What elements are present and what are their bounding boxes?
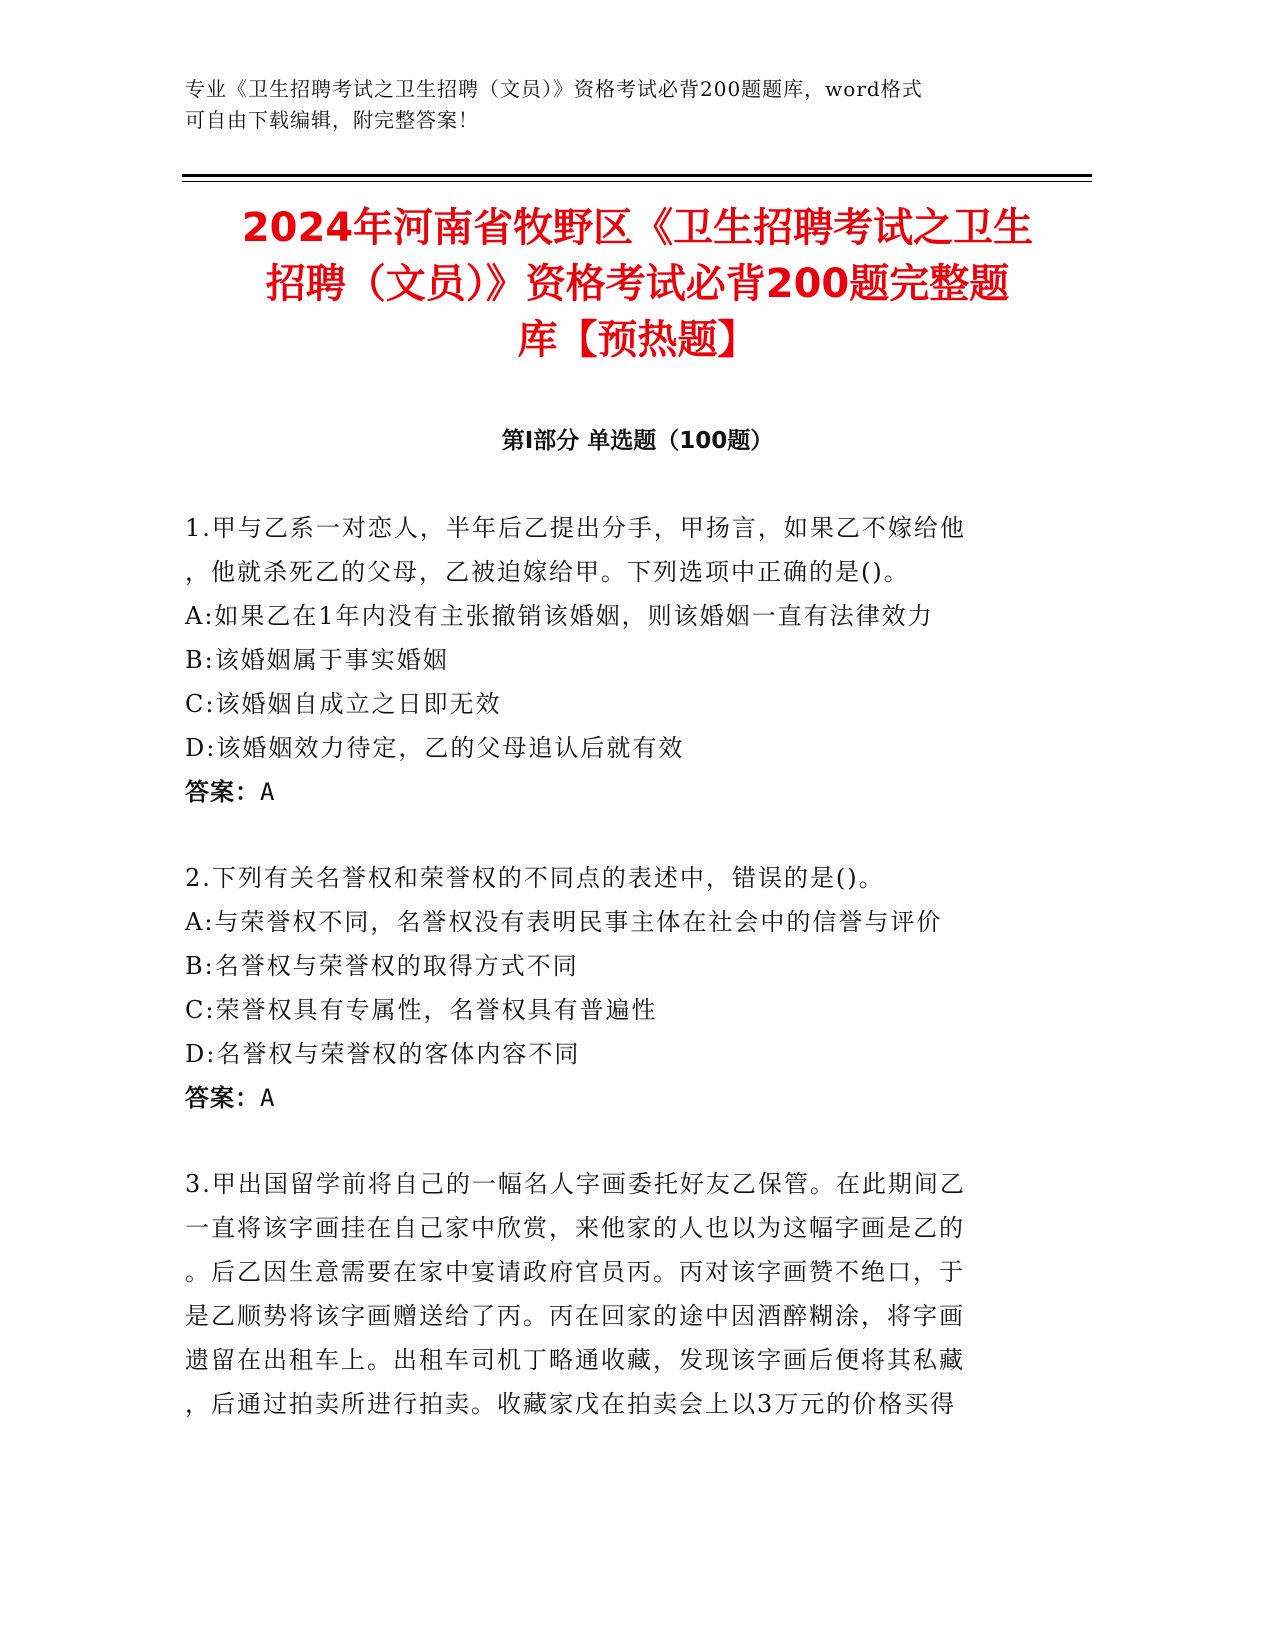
section-heading: 第Ⅰ部分 单选题（100题） <box>501 428 774 454</box>
header-divider-thin <box>182 181 1092 182</box>
answer-value: A <box>260 1084 275 1112</box>
option-c: C:该婚姻自成立之日即无效 <box>185 690 502 718</box>
option-b: B:该婚姻属于事实婚姻 <box>185 646 449 674</box>
answer-label: 答案： <box>185 778 260 806</box>
option-b: B:名誉权与荣誉权的取得方式不同 <box>185 952 579 980</box>
option-a: A:与荣誉权不同，名誉权没有表明民事主体在社会中的信誉与评价 <box>185 908 943 936</box>
option-c: C:荣誉权具有专属性，名誉权具有普遍性 <box>185 996 658 1024</box>
header-note <box>185 74 1065 136</box>
title-line: 招聘（文员）》资格考试必背200题完整题 <box>265 261 1010 307</box>
question-stem-line: 3.甲出国留学前将自己的一幅名人字画委托好友乙保管。在此期间乙 <box>185 1170 966 1198</box>
option-d: D:该婚姻效力待定，乙的父母追认后就有效 <box>185 734 685 762</box>
header-divider-thick <box>182 174 1092 177</box>
question-stem-line: 一直将该字画挂在自己家中欣赏，来他家的人也以为这幅字画是乙的 <box>185 1214 965 1242</box>
question-spacer <box>185 1120 1065 1162</box>
question-block <box>185 1162 1065 1426</box>
question-block <box>185 506 1065 814</box>
question-stem-line: 。后乙因生意需要在家中宴请政府官员丙。丙对该字画赞不绝口，于 <box>185 1258 965 1286</box>
question-stem-line: 遗留在出租车上。出租车司机丁略通收藏，发现该字画后便将其私藏 <box>185 1346 965 1374</box>
option-a: A:如果乙在1年内没有主张撤销该婚姻，则该婚姻一直有法律效力 <box>185 602 934 630</box>
question-spacer <box>185 814 1065 856</box>
question-stem-line: 1.甲与乙系一对恋人，半年后乙提出分手，甲扬言，如果乙不嫁给他 <box>185 514 966 542</box>
header-note-line: 专业《卫生招聘考试之卫生招聘（文员）》资格考试必背200题题库，word格式 <box>185 77 923 101</box>
title-line: 库【预热题】 <box>517 317 758 363</box>
question-stem-line: ，后通过拍卖所进行拍卖。收藏家戊在拍卖会上以3万元的价格买得 <box>185 1390 957 1418</box>
question-list <box>185 506 1065 1426</box>
document-title <box>175 200 1100 368</box>
question-block <box>185 856 1065 1120</box>
header-note-line: 可自由下载编辑，附完整答案！ <box>185 108 479 132</box>
answer-label: 答案： <box>185 1084 260 1112</box>
answer-value: A <box>260 778 275 806</box>
answer-line <box>185 770 1065 814</box>
answer-line <box>185 1076 1065 1120</box>
question-stem-line: 2.下列有关名誉权和荣誉权的不同点的表述中，错误的是()。 <box>185 864 885 892</box>
question-stem-line: 是乙顺势将该字画赠送给了丙。丙在回家的途中因酒醉糊涂，将字画 <box>185 1302 965 1330</box>
question-stem-line: ，他就杀死乙的父母，乙被迫嫁给甲。下列选项中正确的是()。 <box>185 558 910 586</box>
title-line: 2024年河南省牧野区《卫生招聘考试之卫生 <box>241 205 1034 251</box>
option-d: D:名誉权与荣誉权的客体内容不同 <box>185 1040 581 1068</box>
